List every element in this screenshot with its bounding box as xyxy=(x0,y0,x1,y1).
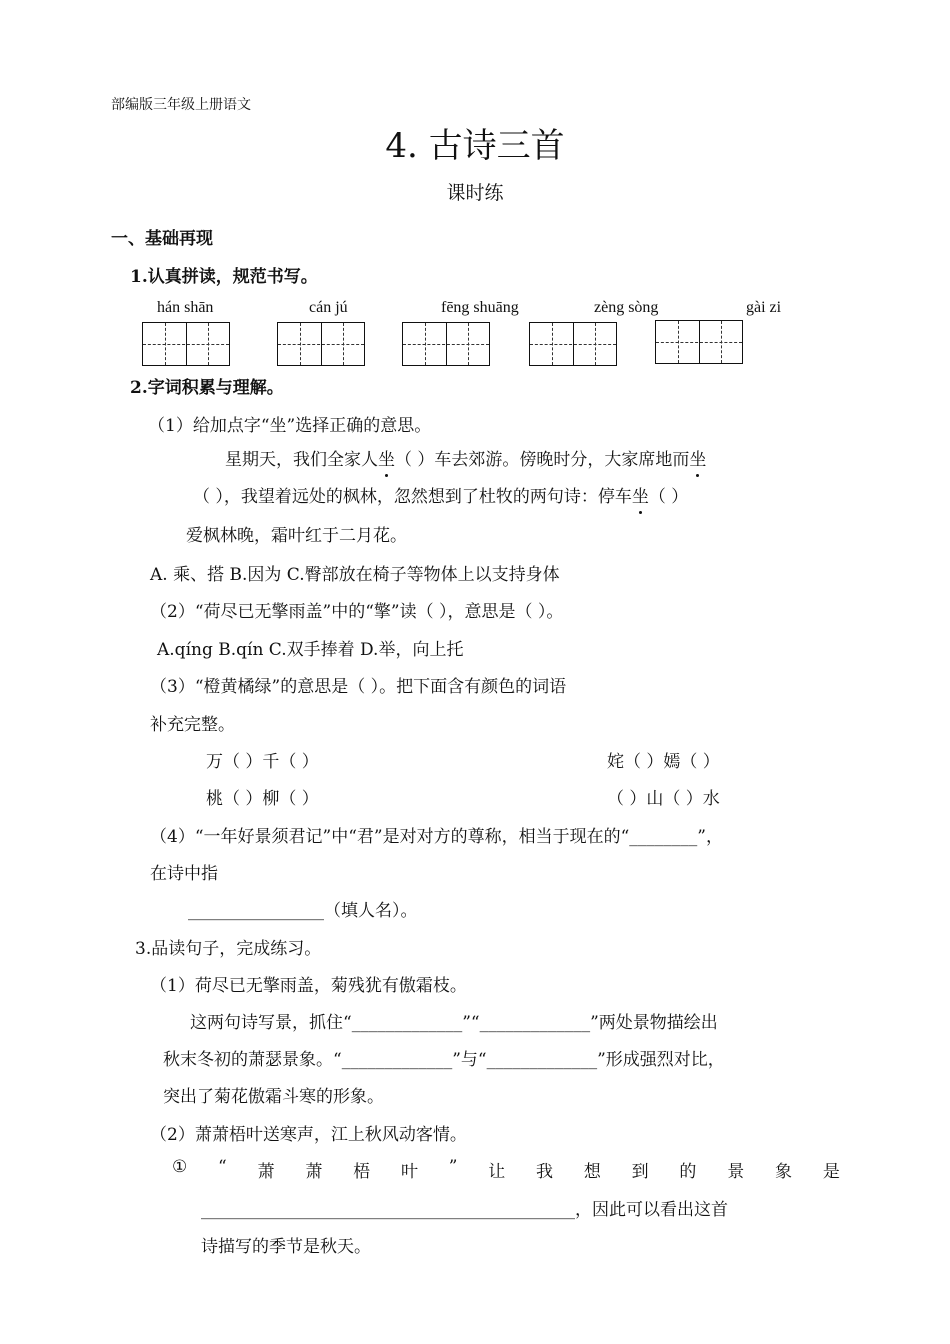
q2-part2-options: A.qíng B.qín C.双手捧着 D.举，向上托 xyxy=(157,640,464,660)
q2-part3-stem: （3）“橙黄橘绿”的意思是（ ）。把下面含有颜色的词语 xyxy=(150,677,567,697)
writing-box-3[interactable] xyxy=(402,322,490,366)
writing-box-4[interactable] xyxy=(529,322,617,366)
q2-part1-line3: 爱枫林晚，霜叶红于二月花。 xyxy=(186,526,407,546)
pinyin-4: zèng sòng xyxy=(594,299,659,316)
writing-box-1[interactable] xyxy=(142,322,230,366)
color-words-row1-right: 姹（ ）嫣（ ） xyxy=(607,752,720,772)
question-1-label: 1.认真拼读，规范书写。 xyxy=(130,267,318,287)
q3-part2-line3: 诗描写的季节是秋天。 xyxy=(201,1237,371,1257)
header-label: 部编版三年级上册语文 xyxy=(111,97,251,113)
writing-box-2[interactable] xyxy=(277,322,365,366)
question-2-label: 2.字词积累与理解。 xyxy=(130,378,284,398)
page-subtitle: 课时练 xyxy=(446,182,504,204)
q3-part2-line2: ____________________________________________，因此可以看出这首 xyxy=(201,1200,728,1220)
q2-part1-line1: 星期天，我们全家人坐（ ）车去郊游。傍晚时分，大家席地而坐 xyxy=(225,450,707,470)
pinyin-3: fēng shuāng xyxy=(441,299,519,316)
pinyin-5: gài zi xyxy=(746,299,782,316)
color-words-row1-left: 万（ ）千（ ） xyxy=(206,752,319,772)
q2-part4-stem3: ________________（填人名）。 xyxy=(188,901,418,921)
dotted-char-zuo: 坐 xyxy=(689,450,707,470)
question-3-label: 3.品读句子，完成练习。 xyxy=(135,939,322,959)
page-title: 4. 古诗三首 xyxy=(385,126,565,166)
color-words-row2-left: 桃（ ）柳（ ） xyxy=(206,789,319,809)
q3-part2-stem: （2）萧萧梧叶送寒声，江上秋风动客情。 xyxy=(150,1125,467,1145)
q2-part1-line2: （ ），我望着远处的枫林，忽然想到了杜牧的两句诗：停车坐（ ） xyxy=(193,487,689,507)
q3-part2-line1: ① “ 萧 萧 梧 叶 ” 让 我 想 到 的 景 象 是 xyxy=(172,1157,840,1182)
q3-part1-line3: 突出了菊花傲霜斗寒的形象。 xyxy=(163,1087,384,1107)
dotted-char-zuo: 坐 xyxy=(378,450,395,470)
writing-box-5[interactable] xyxy=(655,320,743,364)
q2-part4-stem: （4）“一年好景须君记”中“君”是对对方的尊称，相当于现在的“________”， xyxy=(150,827,723,847)
q2-part3-stem2: 补充完整。 xyxy=(150,715,235,735)
section-basic-heading: 一、基础再现 xyxy=(111,229,213,249)
q2-part2-stem: （2）“荷尽已无擎雨盖”中的“擎”读（ ），意思是（ ）。 xyxy=(150,602,564,622)
q3-part1-line1: 这两句诗写景，抓住“_____________”“_____________”两处景物描绘出 xyxy=(190,1013,718,1033)
q2-part4-stem2: 在诗中指 xyxy=(150,864,218,884)
q3-part1-stem: （1）荷尽已无擎雨盖，菊残犹有傲霜枝。 xyxy=(150,976,467,996)
q2-part1-options: A. 乘、搭 B.因为 C.臀部放在椅子等物体上以支持身体 xyxy=(150,565,560,585)
color-words-row2-right: （ ）山（ ）水 xyxy=(607,789,720,809)
pinyin-2: cán jú xyxy=(309,299,348,316)
dotted-char-zuo: 坐 xyxy=(631,487,649,507)
q2-part1-stem: （1）给加点字“坐”选择正确的意思。 xyxy=(148,416,432,436)
q3-part1-line2: 秋末冬初的萧瑟景象。“_____________”与“_____________”形成强烈对比， xyxy=(163,1050,725,1070)
pinyin-1: hán shān xyxy=(157,299,214,316)
